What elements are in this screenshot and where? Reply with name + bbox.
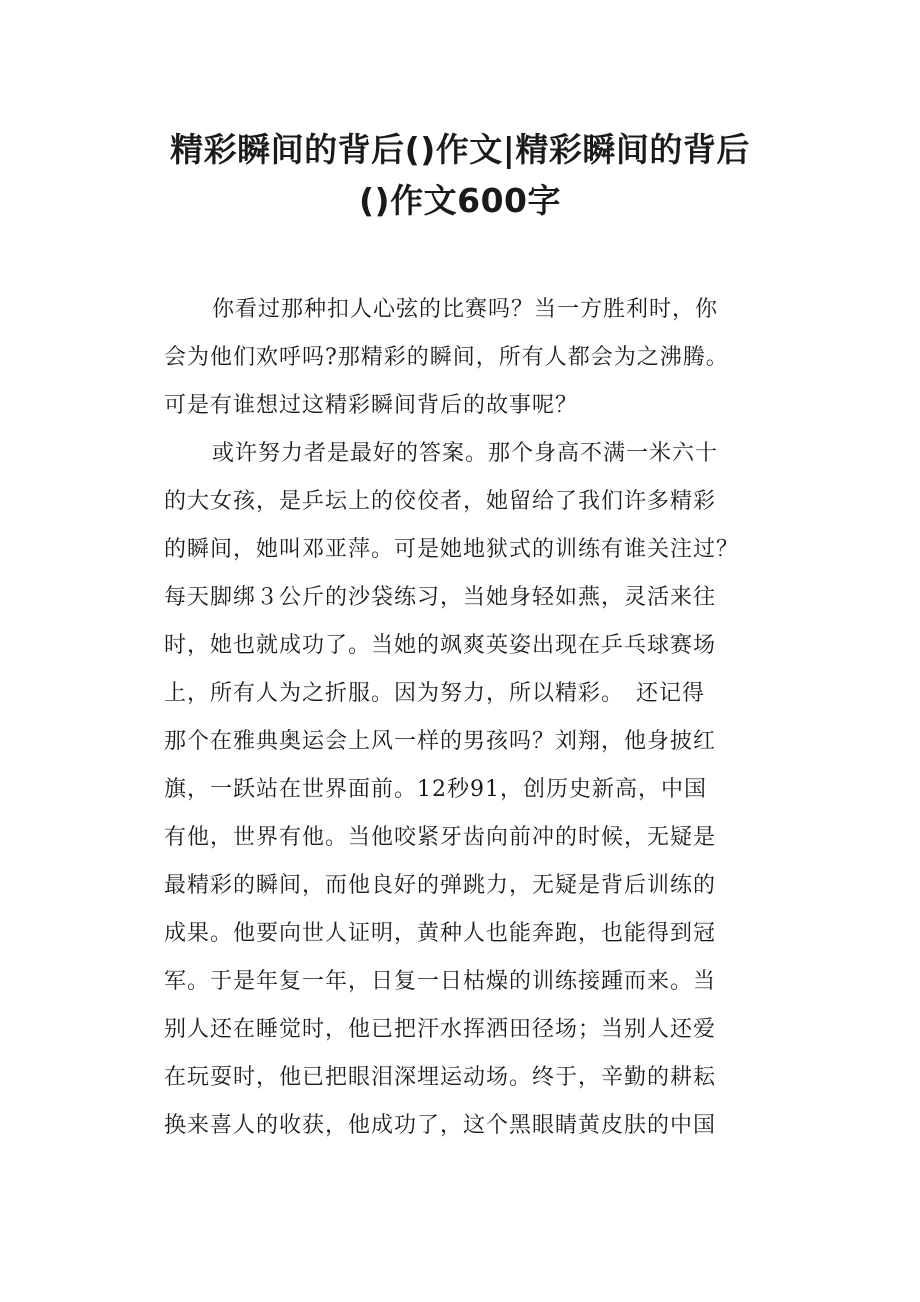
paragraph-2-line-10: 最精彩的瞬间，而他良好的弹跳力，无疑是背后训练的 xyxy=(164,873,717,898)
paragraph-2-line-6: 上，所有人为之折服。因为努力，所以精彩。 还记得 xyxy=(164,681,706,706)
paragraph-2-line-7: 那个在雅典奥运会上风一样的男孩吗？刘翔，他身披红 xyxy=(164,729,717,754)
paragraph-2-line-14: 在玩耍时，他已把眼泪深埋运动场。终于，辛勤的耕耘 xyxy=(164,1065,717,1090)
paragraph-2-line-11: 成果。他要向世人证明，黄种人也能奔跑，也能得到冠 xyxy=(164,921,717,946)
paragraph-2-line-5: 时，她也就成功了。当她的飒爽英姿出现在乒乓球赛场 xyxy=(164,633,717,658)
paragraph-1-line-1: 你看过那种扣人心弦的比赛吗？当一方胜利时，你 xyxy=(212,297,719,322)
paragraph-2-line-1: 或许努力者是最好的答案。那个身高不满一米六十 xyxy=(212,441,719,466)
paragraph-2-line-8: 旗，一跃站在世界面前。12秒91，创历史新高，中国 xyxy=(164,777,707,802)
paragraph-1-line-2: 会为他们欢呼吗?那精彩的瞬间，所有人都会为之沸腾。 xyxy=(164,345,729,370)
paragraph-2-line-13: 别人还在睡觉时，他已把汗水挥洒田径场；当别人还爱 xyxy=(164,1017,717,1042)
title-line-1: 精彩瞬间的背后()作文|精彩瞬间的背后 xyxy=(170,130,750,169)
paragraph-2-line-3: 的瞬间，她叫邓亚萍。可是她地狱式的训练有谁关注过？ xyxy=(164,537,740,562)
paragraph-2-line-9: 有他，世界有他。当他咬紧牙齿向前冲的时候，无疑是 xyxy=(164,825,717,850)
title-line-2: ()作文600字 xyxy=(358,181,562,220)
paragraph-1-line-3: 可是有谁想过这精彩瞬间背后的故事呢？ xyxy=(164,393,579,418)
document-title xyxy=(150,124,770,226)
paragraph-2-line-15: 换来喜人的收获，他成功了，这个黑眼睛黄皮肤的中国 xyxy=(164,1113,717,1138)
paragraph-2-line-4: 每天脚绑３公斤的沙袋练习，当她身轻如燕，灵活来往 xyxy=(164,585,717,610)
paragraph-2-line-12: 军。于是年复一年，日复一日枯燥的训练接踵而来。当 xyxy=(164,969,717,994)
paragraph-2-line-2: 的大女孩，是乒坛上的佼佼者，她留给了我们许多精彩 xyxy=(164,489,717,514)
